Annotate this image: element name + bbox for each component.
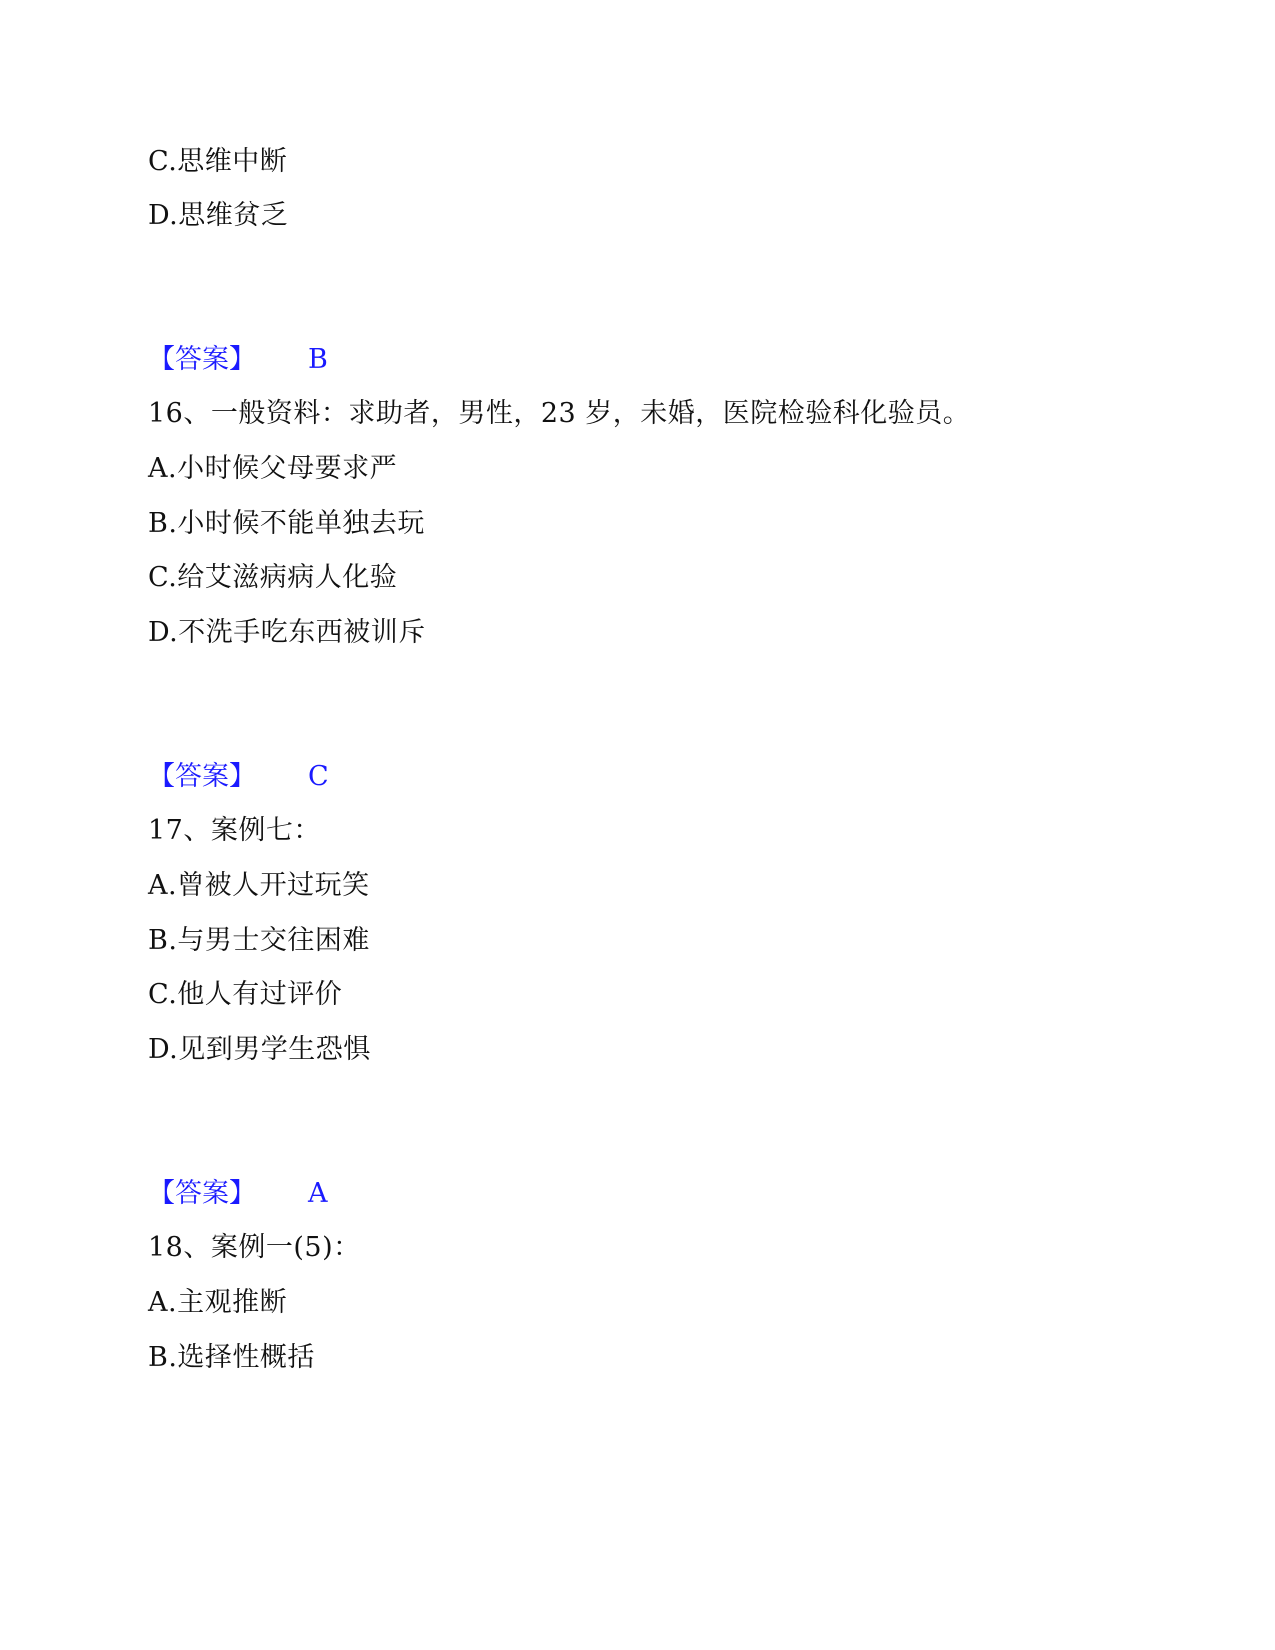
question-18-option-b: B.选择性概括 [148,1342,315,1373]
question-18-option-a: A.主观推断 [148,1287,288,1318]
question-16-option-c: C.给艾滋病病人化验 [148,562,398,593]
option-c-prev: C.思维中断 [148,146,288,177]
answer-value: C [308,761,329,792]
question-16-option-b: B.小时候不能单独去玩 [148,508,425,539]
question-17-stem: 17、案例七： [148,815,321,846]
answer-value: A [308,1178,328,1209]
question-16-stem: 16、一般资料：求助者，男性，23 岁，未婚，医院检验科化验员。 [148,398,971,429]
answer-line-17 [148,1176,328,1212]
answer-label: 【答案】 [148,761,256,792]
answer-label: 【答案】 [148,344,256,375]
question-18-stem: 18、案例一(5)： [148,1232,361,1263]
question-16-option-d: D.不洗手吃东西被训斥 [148,617,426,648]
question-17-option-c: C.他人有过评价 [148,979,343,1010]
answer-value: B [308,344,328,375]
question-17-option-d: D.见到男学生恐惧 [148,1034,371,1065]
question-17-option-a: A.曾被人开过玩笑 [148,870,370,901]
answer-label: 【答案】 [148,1178,256,1209]
answer-line-15 [148,342,328,378]
option-d-prev: D.思维贫乏 [148,200,289,231]
question-17-option-b: B.与男士交往困难 [148,925,370,956]
question-16-option-a: A.小时候父母要求严 [148,453,398,484]
answer-line-16 [148,759,329,795]
